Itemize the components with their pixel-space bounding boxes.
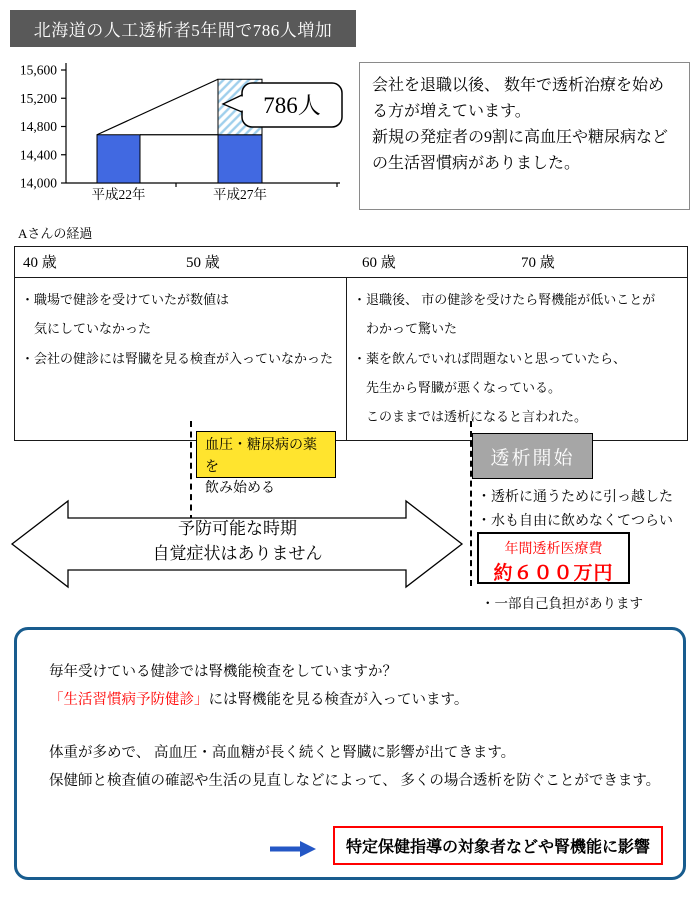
age-label-40: 40 歳 xyxy=(23,255,57,271)
prevention-arrow-text xyxy=(10,517,465,566)
summary-text-block xyxy=(49,658,665,795)
bar-heisei22 xyxy=(97,135,140,183)
health-guidance-text: 特定保健指導の対象者などや腎機能に影響 xyxy=(345,839,650,856)
age-label-60: 60 歳 xyxy=(362,255,396,271)
dialysis-start-label: 透析開始 xyxy=(490,447,575,469)
y-tick-label: 14,800 xyxy=(19,119,57,134)
age-label-50: 50 歳 xyxy=(186,255,220,271)
timeline-body xyxy=(15,278,687,440)
timeline-note: わかって驚いた xyxy=(353,321,458,337)
timeline-note: ・職場で健診を受けていたが数値は xyxy=(21,292,230,307)
intro-line: 新規の発症者の9割に高血圧や糖尿病などの生活習慣病がありました。 xyxy=(372,128,669,172)
timeline-table xyxy=(14,246,688,441)
summary-panel xyxy=(14,627,686,880)
y-tick-label: 15,200 xyxy=(19,90,57,106)
timeline-note: ・薬を飲んでいれば問題ないと思っていたら、 xyxy=(353,350,627,366)
timeline-cell-40-50 xyxy=(15,278,346,440)
intro-text-box xyxy=(359,62,690,210)
health-guidance-highlight-box xyxy=(333,826,663,865)
x-category-label: 平成27年 xyxy=(213,187,267,202)
timeline-caption: Aさんの経過 xyxy=(18,226,93,241)
dialysis-bullet: ・透析に通うために引っ越した xyxy=(477,490,673,505)
medication-line: 飲み始める xyxy=(205,481,275,497)
x-category-label: 平成22年 xyxy=(91,187,146,202)
cost-note: ・一部自己負担があります xyxy=(481,596,643,611)
timeline-note: ・会社の健診には腎臓を見る検査が入っていなかった xyxy=(21,350,334,366)
medication-start-box xyxy=(196,431,336,497)
prevention-line: 自覚症状はありません xyxy=(152,543,323,563)
summary-question: 毎年受けている健診では腎機能検査をしていますか？ xyxy=(49,664,397,680)
dialysis-cost-box xyxy=(477,532,630,584)
timeline-note: このままでは透析になると言われた。 xyxy=(353,409,588,424)
timeline-note: 気にしていなかった xyxy=(21,321,152,337)
y-tick-label: 14,000 xyxy=(19,175,57,191)
medication-line: 血圧・糖尿病の薬を xyxy=(205,438,317,475)
growth-diagonal-line xyxy=(97,79,218,135)
pointer-arrow-head xyxy=(300,841,316,857)
cost-amount: 約６００万円 xyxy=(493,563,614,584)
timeline-header-row xyxy=(15,247,687,278)
cost-label: 年間透析医療費 xyxy=(504,542,603,557)
dialysis-start-box xyxy=(472,433,593,479)
summary-prevention-line: 保健師と検査値の確認や生活の見直しなどによって、 多くの場合透析を防ぐことができます。 xyxy=(49,772,661,789)
y-tick-label: 14,400 xyxy=(19,147,57,163)
intro-line: 会社を退職以後、 数年で透析治療を始める方が増えています。 xyxy=(372,77,665,120)
prevention-line: 予防可能な時期 xyxy=(178,519,297,538)
summary-risk-line: 体重が多めで、 高血圧・高血糖が長く続くと腎臓に影響が出てきます。 xyxy=(49,744,516,761)
dialysis-bullet: ・水も自由に飲めなくてつらい xyxy=(477,513,673,529)
dialysis-bullet-list xyxy=(477,486,673,533)
checkup-name-highlight: 「生活習慣病予防健診」 xyxy=(49,692,209,709)
dialysis-bar-chart xyxy=(12,58,352,208)
callout-text: 786人 xyxy=(263,93,321,118)
page-title: 北海道の人工透析者5年間で786人増加 xyxy=(33,21,333,40)
y-tick-label: 15,600 xyxy=(19,62,57,78)
age-label-70: 70 歳 xyxy=(521,255,555,271)
timeline-note: ・退職後、 市の健診を受けたら腎機能が低いことが xyxy=(353,292,656,307)
summary-checkup-line xyxy=(49,686,665,714)
checkup-rest: には腎機能を見る検査が入っています。 xyxy=(208,692,469,709)
page-title-banner xyxy=(10,10,356,47)
bar-heisei27-base xyxy=(218,135,262,183)
timeline-cell-60-70 xyxy=(346,278,687,440)
pointer-arrow-icon xyxy=(269,840,317,858)
timeline-note: 先生から腎臓が悪くなっている。 xyxy=(353,379,562,395)
